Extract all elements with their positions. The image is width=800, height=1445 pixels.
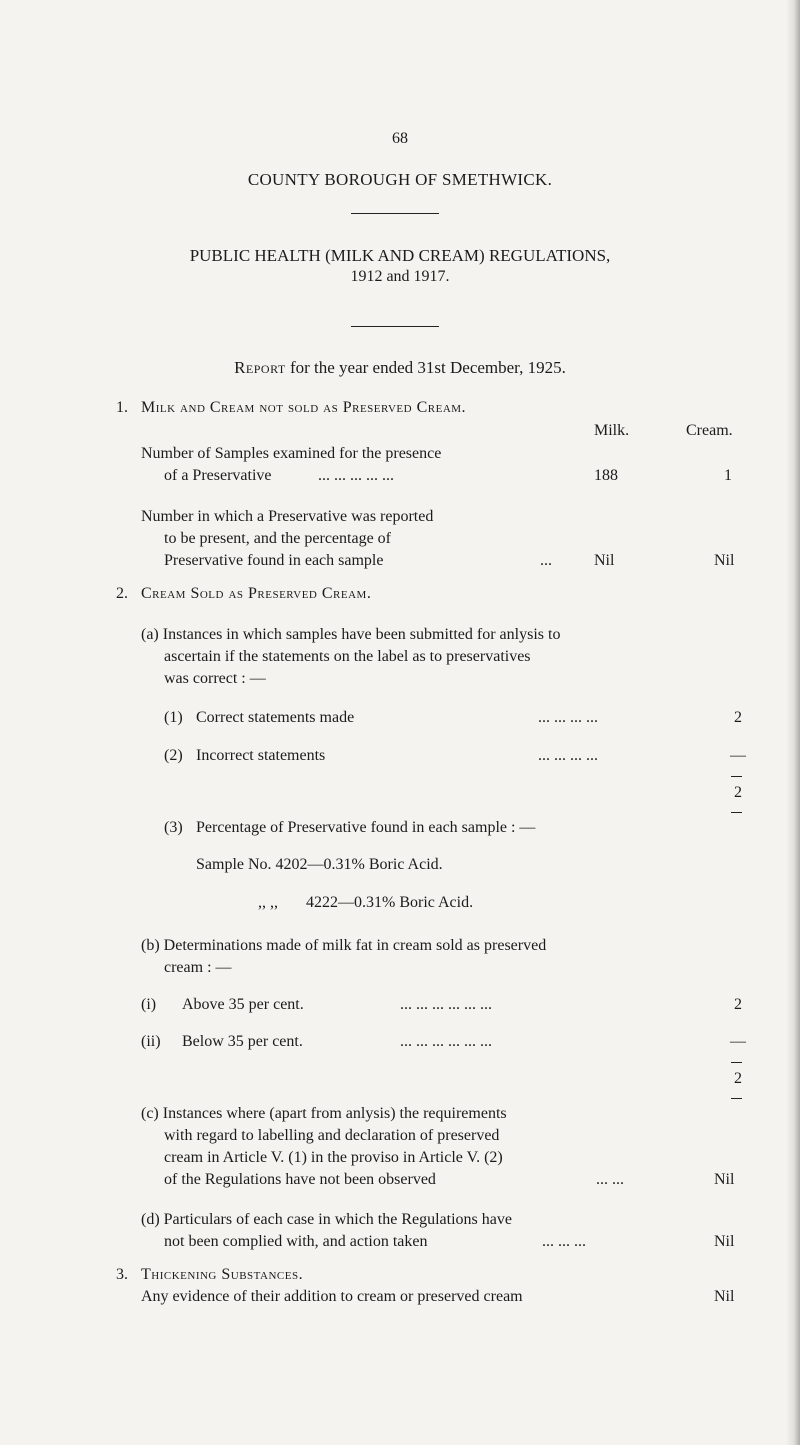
heading-rule [351, 213, 439, 214]
item-a-text: (a) Instances in which samples have been submitted for anlysis to [141, 626, 561, 643]
item-bii-text: Below 35 per cent. [182, 1033, 303, 1050]
section-2-title: Cream Sold as Preserved Cream. [141, 585, 372, 602]
heading-rule [351, 326, 439, 327]
leader-dots: ... ... ... ... ... [318, 467, 394, 484]
sample-4202: Sample No. 4202—0.31% Boric Acid. [196, 856, 443, 873]
item-c-text: with regard to labelling and declaration of preserved [164, 1127, 500, 1144]
item-bi-text: Above 35 per cent. [182, 996, 304, 1013]
leader-dots: ... ... ... ... [538, 709, 598, 726]
column-header-milk: Milk. [594, 422, 630, 439]
section-1-number: 1. [116, 399, 128, 416]
leader-dots: ... [540, 552, 552, 569]
item-bi-label: (i) [141, 996, 157, 1013]
item-d-text: not been complied with, and action taken [164, 1233, 428, 1250]
samples-examined-label: of a Preservative [164, 467, 272, 484]
item-b-total: 2 [734, 1070, 742, 1087]
item-b-text: cream : — [164, 959, 232, 976]
thickening-value: Nil [714, 1288, 735, 1305]
item-a2-text: Incorrect statements [196, 747, 326, 764]
section-3-title: Thickening Substances. [141, 1266, 304, 1283]
leader-dots: ... ... ... ... ... ... [400, 1033, 492, 1050]
leader-dots: ... ... [596, 1171, 624, 1188]
preservative-reported-label: Number in which a Preservative was reported [141, 508, 434, 525]
cream-preservative-value: Nil [714, 552, 735, 569]
item-a2-label: (2) [164, 747, 183, 764]
item-a1-text: Correct statements made [196, 709, 355, 726]
item-c-text: cream in Article V. (1) in the proviso in Article V. (2) [164, 1149, 503, 1166]
section-2-number: 2. [116, 585, 128, 602]
report-title: Report for the year ended 31st December, 1925. [234, 358, 566, 377]
item-a3-text: Percentage of Preservative found in each sample : — [196, 819, 536, 836]
item-a-text: ascertain if the statements on the label as to preservatives [164, 648, 531, 665]
item-d-value: Nil [714, 1233, 735, 1250]
regulations-years: 1912 and 1917. [350, 268, 450, 285]
thickening-text: Any evidence of their addition to cream or preserved cream [141, 1288, 523, 1305]
sum-rule [731, 812, 742, 813]
item-c-value: Nil [714, 1171, 735, 1188]
sum-rule [731, 1098, 742, 1099]
borough-heading: COUNTY BOROUGH OF SMETHWICK. [247, 170, 553, 189]
item-a2-value: — [730, 747, 746, 764]
leader-dots: ... ... ... ... [538, 747, 598, 764]
cream-samples-value: 1 [724, 467, 732, 484]
sum-rule [731, 776, 742, 777]
item-bii-value: — [730, 1033, 746, 1050]
item-a1-value: 2 [734, 709, 742, 726]
item-b-text: (b) Determinations made of milk fat in cream sold as preserved [141, 937, 547, 954]
preservative-reported-label: to be present, and the percentage of [164, 530, 392, 547]
leader-dots: ... ... ... ... ... ... [400, 996, 492, 1013]
milk-preservative-value: Nil [594, 552, 615, 569]
item-bii-label: (ii) [141, 1033, 161, 1050]
item-a3-label: (3) [164, 819, 183, 836]
samples-examined-label: Number of Samples examined for the presence [141, 445, 442, 462]
item-c-text: of the Regulations have not been observed [164, 1171, 436, 1188]
item-a-text: was correct : — [164, 670, 266, 687]
item-d-text: (d) Particulars of each case in which the Regulations have [141, 1211, 512, 1228]
item-a1-label: (1) [164, 709, 183, 726]
item-a-total: 2 [734, 784, 742, 801]
milk-samples-value: 188 [594, 467, 618, 484]
sum-rule [731, 1062, 742, 1063]
preservative-reported-label: Preservative found in each sample [164, 552, 384, 569]
ditto-marks: ,, ,, [258, 894, 278, 911]
column-header-cream: Cream. [686, 422, 733, 439]
section-1-title: Milk and Cream not sold as Preserved Cream. [141, 399, 467, 416]
page-number: 68 [392, 130, 408, 147]
regulations-heading: PUBLIC HEALTH (MILK AND CREAM) REGULATIONS, [189, 246, 611, 265]
item-bi-value: 2 [734, 996, 742, 1013]
scan-edge-shadow [786, 0, 800, 1445]
item-c-text: (c) Instances where (apart from anlysis) the requirements [141, 1105, 507, 1122]
sample-4222: 4222—0.31% Boric Acid. [306, 894, 474, 911]
section-3-number: 3. [116, 1266, 128, 1283]
leader-dots: ... ... ... [542, 1233, 586, 1250]
